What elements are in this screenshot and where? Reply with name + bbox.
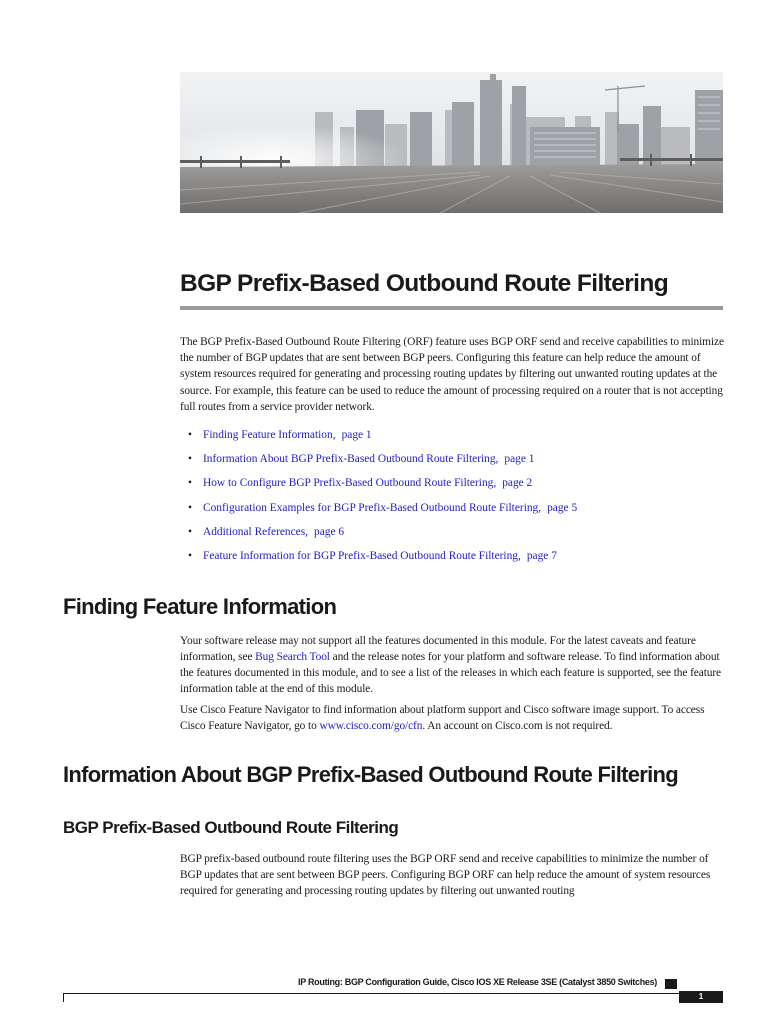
bullet-icon: • (188, 501, 192, 514)
bullet-icon: • (188, 525, 192, 538)
toc-link[interactable]: Finding Feature Information, (203, 429, 336, 441)
finding-text: and the release notes for your platform and software release. To find information about the features documented in this module, and to see a list of the releases in which each feature is supported, see the feature information table at the end of this module. (180, 651, 722, 695)
page-title: BGP Prefix-Based Outbound Route Filtering (180, 270, 669, 297)
title-underline-rule (180, 306, 723, 310)
bullet-icon: • (188, 453, 192, 466)
toc-page-link[interactable]: page 6 (314, 525, 345, 538)
finding-paragraph-1 (180, 633, 724, 697)
toc-item (188, 546, 728, 570)
bullet-icon: • (188, 549, 192, 562)
toc-link[interactable]: Configuration Examples for BGP Prefix-Based Outbound Route Filtering, (203, 501, 542, 514)
cisco-cfn-link[interactable]: www.cisco.com/go/cfn (319, 720, 423, 732)
information-paragraph: BGP prefix-based outbound route filtering uses the BGP ORF send and receive capabilities to minimize the number of BGP updates that are sent between BGP peers. Configuring BGP ORF can help reduce the amount of system resources required for generating and processing routing updates by filtering out unwanted routing (180, 853, 711, 897)
toc-link[interactable]: Feature Information for BGP Prefix-Based Outbound Route Filtering, (203, 549, 521, 562)
header-banner-image (180, 72, 723, 213)
toc-page-link[interactable]: page 1 (504, 453, 535, 466)
toc-page-link[interactable]: page 1 (341, 429, 372, 441)
finding-text: . An account on Cisco.com is not required. (422, 720, 613, 732)
section-heading-information: Information About BGP Prefix-Based Outbound Route Filtering (63, 762, 679, 787)
finding-text: Use Cisco Feature Navigator to find information about platform support and Cisco software image support. To access Cisco Feature Navigator, go to (180, 704, 705, 732)
table-of-contents (188, 425, 728, 570)
bullet-icon: • (188, 477, 192, 490)
footer-rule (63, 993, 723, 994)
toc-link[interactable]: Additional References, (203, 525, 309, 538)
toc-item (188, 522, 728, 546)
finding-text: Your software release may not support all the features documented in this module. For the latest caveats and feature information, see (180, 635, 696, 663)
toc-link[interactable]: How to Configure BGP Prefix-Based Outbound Route Filtering, (203, 477, 497, 490)
footer-rule-tick (63, 993, 64, 1002)
finding-paragraph-2 (180, 702, 724, 734)
toc-page-link[interactable]: page 5 (547, 501, 578, 514)
toc-page-link[interactable]: page 2 (502, 477, 533, 490)
toc-item (188, 473, 728, 497)
bullet-icon: • (188, 429, 192, 441)
footer-marker (665, 979, 677, 989)
subsection-heading: BGP Prefix-Based Outbound Route Filtering (63, 818, 399, 837)
intro-paragraph: The BGP Prefix-Based Outbound Route Filtering (ORF) feature uses BGP ORF send and receive capabilities to minimize the number of BGP updates that are sent between BGP peers. Configuring this feature can help reduce the amount of system resources required for generating and processing routing updates by filtering out unwanted routing updates at the source. For example, this feature can be used to reduce the amount of processing required on a router that is not accepting full routes from a service provider network. (180, 336, 724, 413)
toc-item (188, 498, 728, 522)
toc-item (188, 425, 728, 449)
toc-link[interactable]: Information About BGP Prefix-Based Outbound Route Filtering, (203, 453, 499, 466)
bug-search-tool-link[interactable]: Bug Search Tool (255, 651, 330, 663)
page-number: 1 (679, 991, 723, 1003)
section-heading-finding: Finding Feature Information (63, 594, 337, 619)
toc-page-link[interactable]: page 7 (526, 549, 557, 562)
footer-document-title: IP Routing: BGP Configuration Guide, Cisco IOS XE Release 3SE (Catalyst 3850 Switches) (298, 977, 657, 987)
toc-item (188, 449, 728, 473)
